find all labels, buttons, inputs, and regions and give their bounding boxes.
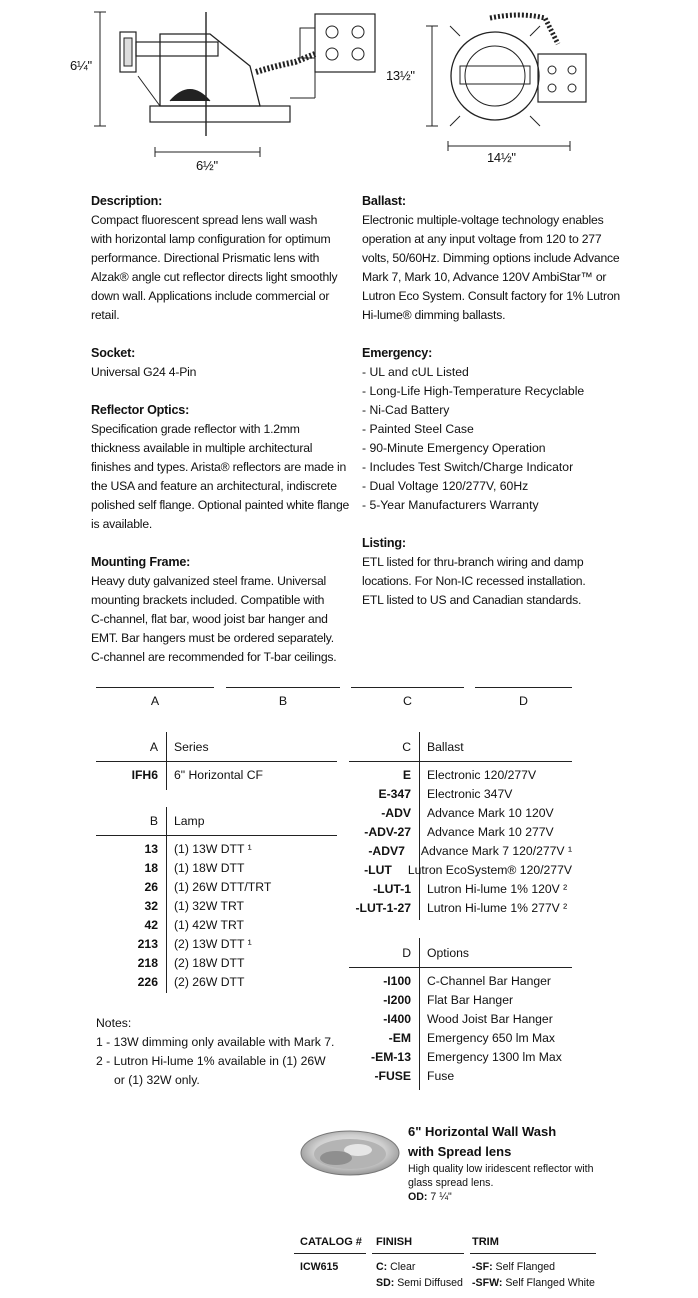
table-row — [349, 1029, 572, 1048]
ballast-code: E-347 — [378, 787, 411, 801]
trim-title-line2: with Spread lens — [408, 1144, 512, 1159]
mounting-text: Heavy duty galvanized steel frame. Universal mounting brackets included. Compatible with C-channel, flat bar, wood joist bar hanger and EMT. Bar hangers must be ordered separately. C-channel are recommended for T-bar ceilings. — [91, 574, 337, 664]
table-row — [349, 880, 572, 899]
lamp-desc: (1) 18W DTT — [174, 861, 245, 875]
finish-label: Semi Diffused — [397, 1277, 463, 1289]
dim-height-right: 13½" — [386, 68, 415, 83]
table-row — [349, 804, 572, 823]
lamp-desc: (1) 26W DTT/TRT — [174, 880, 272, 894]
ballast-desc: Electronic 120/277V — [427, 768, 537, 782]
lamp-desc: (2) 13W DTT ¹ — [174, 937, 252, 951]
lamp-desc: (2) 18W DTT — [174, 956, 245, 970]
ballast-desc: Lutron EcoSystem® 120/277V — [407, 863, 572, 877]
top-view-drawing — [420, 4, 595, 164]
lamp-desc: (2) 26W DTT — [174, 975, 245, 989]
emergency-item: - 90-Minute Emergency Operation — [362, 441, 546, 455]
series-hrule — [96, 761, 337, 762]
note-line: 1 - 13W dimming only available with Mark 7. — [96, 1035, 335, 1049]
ballast-desc: Advance Mark 10 120V — [427, 806, 554, 820]
order-col-c: C — [403, 694, 412, 708]
table-row — [349, 972, 572, 991]
table-row — [349, 785, 572, 804]
table-row — [349, 1010, 572, 1029]
ballast-desc: Lutron Hi-lume 1% 277V ² — [427, 901, 568, 915]
trim-code: -SF: — [472, 1261, 493, 1273]
catalog-header-trim: TRIM — [472, 1236, 499, 1248]
left-spec-column — [91, 192, 351, 667]
lamp-desc: (1) 42W TRT — [174, 918, 244, 932]
note-line: 2 - Lutron Hi-lume 1% available in (1) 26W — [96, 1054, 326, 1068]
trim-desc-line2: glass spread lens. — [408, 1177, 494, 1189]
series-desc: 6" Horizontal CF — [174, 768, 263, 782]
order-rule-d — [475, 687, 572, 688]
options-desc: Wood Joist Bar Hanger — [427, 1012, 553, 1026]
options-desc: Flat Bar Hanger — [427, 993, 514, 1007]
table-row — [96, 859, 337, 878]
trim-od-label: OD: — [408, 1191, 428, 1203]
order-col-d: D — [519, 694, 528, 708]
finish-option — [376, 1276, 463, 1290]
ballast-title: Ballast — [427, 740, 464, 754]
note-line: or (1) 32W only. — [114, 1073, 200, 1087]
options-rows — [349, 972, 572, 1086]
table-row — [96, 840, 337, 859]
trim-title-line1: 6" Horizontal Wall Wash — [408, 1124, 557, 1139]
series-code: IFH6 — [131, 768, 158, 782]
table-row — [349, 823, 572, 842]
ballast-desc: Advance Mark 10 277V — [427, 825, 554, 839]
series-letter: A — [149, 740, 158, 754]
emergency-item: - Ni-Cad Battery — [362, 403, 450, 417]
ballast-desc: Advance Mark 7 120/277V ¹ — [420, 844, 572, 858]
dim-height-left: 6¼" — [70, 58, 92, 73]
emergency-item: - UL and cUL Listed — [362, 365, 469, 379]
trim-option — [472, 1260, 555, 1274]
order-rule-c — [351, 687, 464, 688]
lamp-code: 226 — [137, 975, 158, 989]
series-title: Series — [174, 740, 209, 754]
lamp-letter: B — [149, 814, 158, 828]
catalog-header-catalog: CATALOG # — [300, 1236, 362, 1248]
catalog-number: ICW615 — [300, 1261, 339, 1273]
finish-label: Clear — [390, 1261, 416, 1273]
order-col-b: B — [278, 694, 288, 708]
lamp-code: 18 — [144, 861, 158, 875]
catalog-rule-1 — [294, 1253, 366, 1254]
options-code: -EM — [388, 1031, 411, 1045]
emergency-item: - Dual Voltage 120/277V, 60Hz — [362, 479, 529, 493]
dim-width-right: 14½" — [487, 150, 516, 165]
options-code: -I400 — [383, 1012, 411, 1026]
table-row — [96, 935, 337, 954]
emergency-item: - Includes Test Switch/Charge Indicator — [362, 460, 574, 474]
trim-info — [408, 1122, 658, 1204]
ballast-code: -LUT — [364, 863, 392, 877]
fixture-side-view-svg — [60, 6, 390, 176]
options-code: -FUSE — [374, 1069, 411, 1083]
options-desc: Emergency 1300 lm Max — [427, 1050, 562, 1064]
mounting-heading: Mounting Frame: — [91, 555, 191, 569]
options-title: Options — [427, 946, 470, 960]
dim-width-left: 6½" — [196, 158, 218, 173]
lamp-rows — [96, 840, 337, 992]
options-code: -EM-13 — [371, 1050, 411, 1064]
options-hrule — [349, 967, 572, 968]
trim-code: -SFW: — [472, 1277, 503, 1289]
ballast-code: -ADV-27 — [364, 825, 411, 839]
ballast-code: -ADV7 — [368, 844, 405, 858]
trim-od-value: 7 ¼" — [430, 1191, 452, 1203]
table-row — [96, 878, 337, 897]
lamp-code: 26 — [144, 880, 158, 894]
reflector-heading: Reflector Optics: — [91, 403, 190, 417]
table-row — [96, 973, 337, 992]
ballast-text: Electronic multiple-voltage technology enables operation at any input voltage from 120 to 277 volts, 50/60Hz. Dimming options include Advance Mark 7, Mark 10, Advance 120V AmbiStar™ or Lutron Eco System. Consult factory for 1% Lutron Hi-lume® dimming ballasts. — [362, 213, 620, 322]
table-row — [349, 1048, 572, 1067]
table-row — [96, 916, 337, 935]
listing-text: ETL listed for thru-branch wiring and damp locations. For Non-IC recessed installation. ETL listed to US and Canadian standards. — [362, 555, 586, 607]
order-rule-a — [96, 687, 214, 688]
catalog-header-finish: FINISH — [376, 1236, 413, 1248]
reflector-text: Specification grade reflector with 1.2mm thickness available in multiple architectural finishes and types. Arista® reflectors are made in the USA and feature an architectural, indiscrete polished self flange. Optional painted white flange is available. — [91, 422, 350, 531]
emergency-list — [362, 363, 632, 515]
ballast-code: -ADV — [381, 806, 411, 820]
options-code: -I100 — [383, 974, 411, 988]
lamp-desc: (1) 13W DTT ¹ — [174, 842, 252, 856]
lamp-code: 213 — [137, 937, 158, 951]
options-code: -I200 — [383, 993, 411, 1007]
trim-option — [472, 1276, 595, 1290]
table-row — [349, 899, 572, 918]
table-row — [96, 954, 337, 973]
trim-label: Self Flanged White — [505, 1277, 595, 1289]
fixture-top-view-svg — [420, 4, 595, 164]
ballast-hrule — [349, 761, 572, 762]
ballast-code: E — [402, 768, 411, 782]
finish-code: C: — [376, 1261, 388, 1273]
lamp-code: 13 — [144, 842, 158, 856]
trim-photo-svg — [300, 1128, 400, 1178]
finish-code: SD: — [376, 1277, 395, 1289]
lamp-title: Lamp — [174, 814, 205, 828]
notes — [96, 1014, 346, 1090]
emergency-item: - Long-Life High-Temperature Recyclable — [362, 384, 585, 398]
table-row — [96, 897, 337, 916]
description-text: Compact fluorescent spread lens wall wash with horizontal lamp configuration for optimum performance. Directional Prismatic lens with Alzak® angle cut reflector directs light smoothly down wall. Applications include commercial or retail. — [91, 213, 338, 322]
catalog-rule-2 — [372, 1253, 464, 1254]
trim-od — [408, 1190, 658, 1204]
emergency-heading: Emergency: — [362, 346, 433, 360]
ballast-letter: C — [402, 740, 411, 754]
lamp-code: 32 — [144, 899, 158, 913]
trim-image — [300, 1128, 400, 1178]
listing-heading: Listing: — [362, 536, 406, 550]
description-heading: Description: — [91, 194, 163, 208]
order-col-a: A — [150, 694, 160, 708]
table-row — [349, 766, 572, 785]
catalog-rule-3 — [470, 1253, 596, 1254]
finish-option — [376, 1260, 415, 1274]
trim-desc-line1: High quality low iridescent reflector with — [408, 1163, 594, 1175]
emergency-item: - 5-Year Manufacturers Warranty — [362, 498, 539, 512]
lamp-hrule — [96, 835, 337, 836]
ballast-code: -LUT-1 — [373, 882, 411, 896]
ballast-desc: Lutron Hi-lume 1% 120V ² — [427, 882, 568, 896]
table-row — [349, 842, 572, 861]
options-desc: Emergency 650 lm Max — [427, 1031, 556, 1045]
emergency-item: - Painted Steel Case — [362, 422, 474, 436]
order-rule-b — [226, 687, 340, 688]
ballast-heading: Ballast: — [362, 194, 406, 208]
notes-title: Notes: — [96, 1016, 132, 1030]
socket-text: Universal G24 4-Pin — [91, 365, 197, 379]
ballast-desc: Electronic 347V — [427, 787, 513, 801]
lamp-code: 42 — [144, 918, 158, 932]
trim-label: Self Flanged — [495, 1261, 556, 1273]
options-desc: Fuse — [427, 1069, 455, 1083]
table-row — [349, 1067, 572, 1086]
ballast-code: -LUT-1-27 — [355, 901, 411, 915]
socket-heading: Socket: — [91, 346, 136, 360]
lamp-desc: (1) 32W TRT — [174, 899, 244, 913]
side-view-drawing — [60, 6, 390, 176]
lamp-code: 218 — [137, 956, 158, 970]
table-row — [349, 991, 572, 1010]
options-desc: C-Channel Bar Hanger — [427, 974, 551, 988]
options-letter: D — [402, 946, 411, 960]
right-spec-column — [362, 192, 632, 610]
ballast-rows — [349, 766, 572, 918]
table-row — [349, 861, 572, 880]
